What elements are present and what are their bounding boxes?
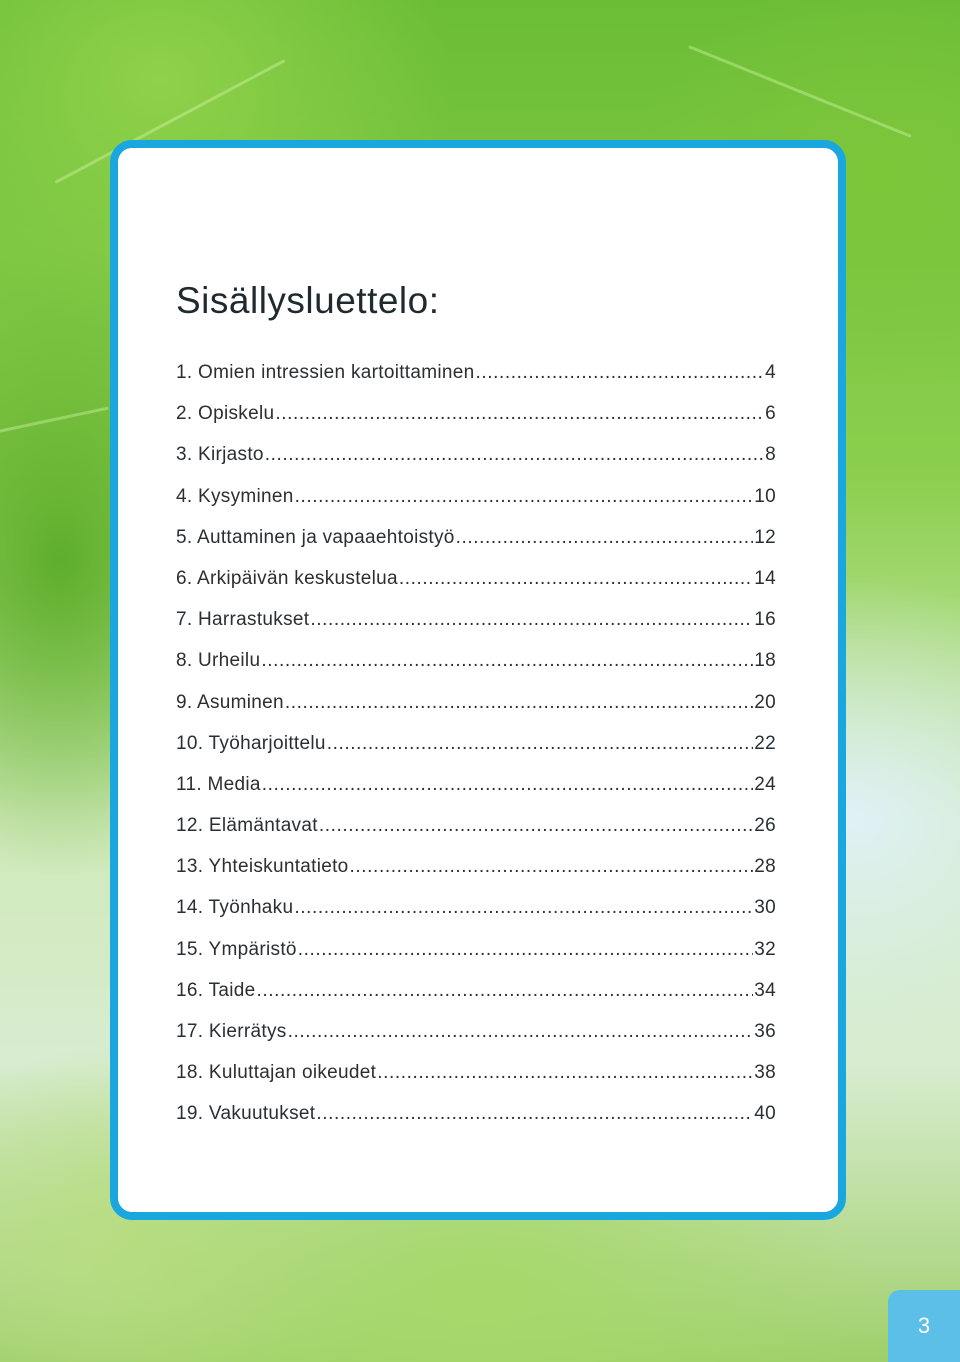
toc-entry-label: 12. Elämäntavat: [176, 815, 318, 837]
toc-entry-page: 34: [754, 979, 776, 1001]
toc-entry-label: 10. Työharjoittelu: [176, 732, 326, 754]
toc-entry-page: 6: [765, 403, 776, 425]
toc-entry-label: 9. Asuminen: [176, 691, 284, 713]
toc-entry[interactable]: [176, 733, 776, 774]
toc-dot-leader: [294, 897, 753, 919]
toc-entry-page: 12: [754, 526, 776, 548]
toc-dot-leader: [476, 362, 765, 384]
toc-entry-label: 3. Kirjasto: [176, 444, 264, 466]
toc-dot-leader: [298, 939, 753, 961]
toc-entry[interactable]: [176, 897, 776, 938]
toc-entry[interactable]: [176, 486, 776, 527]
toc-entry[interactable]: [176, 403, 776, 444]
toc-entry-label: 19. Vakuutukset: [176, 1103, 316, 1125]
toc-dot-leader: [319, 815, 753, 837]
toc-entry-label: 7. Harrastukset: [176, 609, 310, 631]
toc-entry-label: 1. Omien intressien kartoittaminen: [176, 362, 475, 383]
toc-entry-page: 30: [754, 897, 776, 919]
toc-entry[interactable]: [176, 527, 776, 568]
toc-entry[interactable]: [176, 444, 776, 485]
toc-entry-label: 17. Kierrätys: [176, 1021, 287, 1042]
toc-entry-label: 2. Opiskelu: [176, 403, 275, 425]
toc-dot-leader: [350, 856, 754, 878]
toc-dot-leader: [310, 609, 753, 631]
toc-dot-leader: [316, 1103, 753, 1125]
toc-entry[interactable]: [176, 815, 776, 856]
toc-entry-page: 26: [754, 815, 776, 837]
toc-entry[interactable]: [176, 362, 776, 403]
toc-entry-label: 11. Media: [176, 773, 261, 795]
toc-entry-label: 18. Kuluttajan oikeudet: [176, 1062, 377, 1084]
toc-dot-leader: [262, 774, 754, 796]
page-title: Sisällysluettelo:: [176, 280, 440, 321]
leaf-background-decoration: [688, 45, 912, 138]
toc-entry[interactable]: [176, 980, 776, 1021]
toc-dot-leader: [261, 650, 753, 672]
toc-entry-page: 22: [754, 732, 776, 754]
toc-entry[interactable]: [176, 568, 776, 609]
toc-entry[interactable]: [176, 1103, 776, 1144]
toc-entry-label: 16. Taide: [176, 979, 256, 1001]
toc-entry[interactable]: [176, 774, 776, 815]
toc-dot-leader: [288, 1021, 754, 1043]
toc-entry-label: 15. Ympäristö: [176, 938, 297, 960]
toc-dot-leader: [275, 403, 764, 425]
toc-entry[interactable]: [176, 856, 776, 897]
toc-entry-page: 36: [754, 1021, 776, 1042]
toc-entry[interactable]: [176, 939, 776, 980]
toc-entry-page: 18: [754, 650, 776, 672]
toc-entry-page: 38: [754, 1062, 776, 1084]
toc-entry-label: 8. Urheilu: [176, 650, 261, 672]
toc-entry-page: 14: [754, 567, 776, 589]
toc-dot-leader: [399, 568, 753, 590]
toc-dot-leader: [285, 692, 753, 714]
toc-dot-leader: [295, 486, 754, 508]
toc-entry-label: 6. Arkipäivän keskustelua: [176, 567, 398, 589]
toc-entry[interactable]: [176, 650, 776, 691]
toc-entry-page: 8: [765, 444, 776, 466]
toc-entry[interactable]: [176, 609, 776, 650]
toc-entry-page: 10: [754, 485, 776, 507]
toc-entry[interactable]: [176, 692, 776, 733]
toc-entry-page: 4: [765, 362, 776, 383]
toc-entry-page: 28: [754, 856, 776, 878]
toc-entry[interactable]: [176, 1062, 776, 1103]
page-number-badge: [888, 1290, 960, 1362]
table-of-contents: [176, 362, 776, 1145]
toc-entry-page: 20: [754, 691, 776, 713]
toc-dot-leader: [377, 1062, 753, 1084]
page-number: 3: [917, 1313, 931, 1338]
toc-entry-page: 32: [754, 938, 776, 960]
toc-entry-label: 4. Kysyminen: [176, 485, 294, 507]
toc-entry-page: 24: [754, 773, 776, 795]
toc-dot-leader: [456, 527, 754, 549]
toc-entry-page: 40: [754, 1103, 776, 1125]
toc-dot-leader: [256, 980, 753, 1002]
toc-entry-label: 13. Yhteiskuntatieto: [176, 856, 349, 878]
toc-entry-label: 14. Työnhaku: [176, 897, 294, 919]
toc-entry-label: 5. Auttaminen ja vapaaehtoistyö: [176, 526, 455, 548]
leaf-background-decoration: [0, 407, 109, 437]
toc-entry[interactable]: [176, 1021, 776, 1062]
toc-dot-leader: [327, 733, 754, 755]
toc-dot-leader: [265, 444, 764, 466]
toc-entry-page: 16: [754, 609, 776, 631]
